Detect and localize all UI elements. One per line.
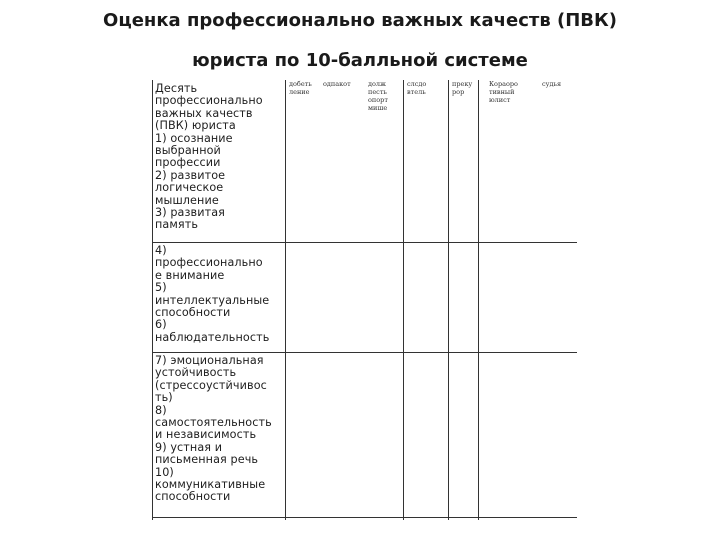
row-divider — [152, 352, 577, 353]
column-header: слсдо втель — [407, 80, 427, 96]
table-cell: 4) профессионально е внимание 5) интеллектуальные способности 6) наблюдательность — [155, 244, 270, 344]
column-divider — [403, 80, 404, 520]
row-divider — [152, 242, 577, 243]
column-header: преку рор — [452, 80, 473, 96]
column-header: добеть ление — [289, 80, 312, 96]
column-header: одпакот — [323, 80, 351, 88]
column-header: Кораоро тивный юлист — [489, 80, 518, 104]
title-line-2: юриста по 10-балльной системе — [192, 50, 528, 71]
table-cell: Десять профессионально важных качеств (ПВК) юриста 1) осознание выбранной профессии 2) развитое логическое мышление 3) развитая память — [155, 82, 263, 232]
column-divider — [285, 80, 286, 520]
column-header: долж песть опорт мише — [368, 80, 388, 112]
title-line-1: Оценка профессионально важных качеств (ПВК) — [103, 10, 617, 31]
column-divider — [448, 80, 449, 520]
table-border-left — [152, 80, 153, 520]
table-cell: 7) эмоциональная устойчивость (стрессоустйчивос ть) 8) самостоятельность и независимость 9) устная и письменная речь 10) коммуникативные способности — [155, 354, 272, 504]
column-header: судья — [542, 80, 562, 88]
column-divider — [478, 80, 479, 520]
table-border-bottom — [152, 517, 577, 518]
